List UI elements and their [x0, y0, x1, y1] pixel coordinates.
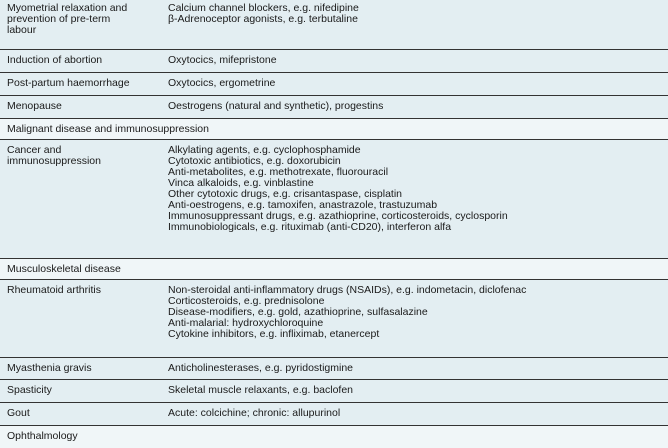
drug-text: Anti-oestrogens, e.g. tamoxifen, anastrazole, trastuzumab — [168, 199, 438, 211]
condition-text: immunosuppression — [7, 155, 101, 167]
drug-text: Disease-modifiers, e.g. gold, azathioprine, sulfasalazine — [168, 306, 428, 318]
table-row — [0, 280, 668, 357]
drug-text: Cytokine inhibitors, e.g. infliximab, etanercept — [168, 328, 380, 340]
drug-text: Acute: colcichine; chronic: allupurinol — [168, 407, 341, 419]
condition-cell — [7, 101, 157, 112]
section-header-row — [0, 426, 668, 448]
condition-text: Menopause — [7, 100, 62, 112]
section-title: Musculoskeletal disease — [7, 263, 121, 275]
drug-text: Cytotoxic antibiotics, e.g. doxorubicin — [168, 155, 341, 167]
condition-text: Myasthenia gravis — [7, 362, 92, 374]
drugs-cell — [168, 363, 663, 374]
drugs-cell — [168, 145, 663, 233]
drug-text: Oestrogens (natural and synthetic), progestins — [168, 100, 384, 112]
condition-text: Myometrial relaxation and — [7, 2, 128, 14]
section-header-row — [0, 259, 668, 279]
table-row — [0, 73, 668, 95]
condition-text: prevention of pre-term — [7, 13, 111, 25]
condition-text: Rheumatoid arthritis — [7, 284, 101, 296]
section-title: Ophthalmology — [7, 430, 78, 442]
drug-text: Immunobiologicals, e.g. rituximab (anti-CD20), interferon alfa — [168, 221, 452, 233]
drug-text: Anti-metabolites, e.g. methotrexate, fluorouracil — [168, 166, 389, 178]
table-row — [0, 140, 668, 258]
condition-text: Cancer and — [7, 144, 62, 156]
drug-text: Non-steroidal anti-inflammatory drugs (NSAIDs), e.g. indometacin, diclofenac — [168, 284, 527, 296]
section-header-row — [0, 119, 668, 139]
table-row — [0, 403, 668, 425]
condition-text: labour — [7, 24, 37, 36]
drugs-cell — [168, 285, 663, 340]
section-title: Malignant disease and immunosuppression — [7, 123, 209, 135]
condition-cell — [7, 78, 157, 89]
condition-cell — [7, 408, 157, 419]
drug-text: Calcium channel blockers, e.g. nifedipine — [168, 2, 359, 14]
condition-cell — [7, 285, 157, 296]
table-row — [0, 50, 668, 72]
table-row — [0, 380, 668, 402]
table-row — [0, 0, 668, 49]
condition-text: Post-partum haemorrhage — [7, 77, 130, 89]
condition-cell — [7, 3, 157, 36]
condition-cell — [7, 145, 157, 167]
drugs-cell — [168, 101, 663, 112]
table-row — [0, 96, 668, 118]
drug-text: Corticosteroids, e.g. prednisolone — [168, 295, 325, 307]
condition-cell — [7, 363, 157, 374]
drugs-cell — [168, 408, 663, 419]
drug-text: Alkylating agents, e.g. cyclophosphamide — [168, 144, 361, 156]
drug-text: Other cytotoxic drugs, e.g. crisantaspase, cisplatin — [168, 188, 403, 200]
condition-text: Gout — [7, 407, 30, 419]
condition-text: Spasticity — [7, 384, 52, 396]
condition-cell — [7, 55, 157, 66]
drug-text: Immunosuppressant drugs, e.g. azathioprine, corticosteroids, cyclosporin — [168, 210, 508, 222]
drugs-cell — [168, 385, 663, 396]
drugs-cell — [168, 3, 663, 25]
drug-text: Anticholinesterases, e.g. pyridostigmine — [168, 362, 354, 374]
table-row — [0, 358, 668, 379]
drug-text: Vinca alkaloids, e.g. vinblastine — [168, 177, 314, 189]
drugs-cell — [168, 78, 663, 89]
drug-text: Oxytocics, mifepristone — [168, 54, 277, 66]
drugs-cell — [168, 55, 663, 66]
condition-text: Induction of abortion — [7, 54, 103, 66]
drug-text: β-Adrenoceptor agonists, e.g. terbutaline — [168, 13, 358, 25]
condition-cell — [7, 385, 157, 396]
drug-text: Oxytocics, ergometrine — [168, 77, 276, 89]
drug-text: Anti-malarial: hydroxychloroquine — [168, 317, 324, 329]
drug-text: Skeletal muscle relaxants, e.g. baclofen — [168, 384, 354, 396]
